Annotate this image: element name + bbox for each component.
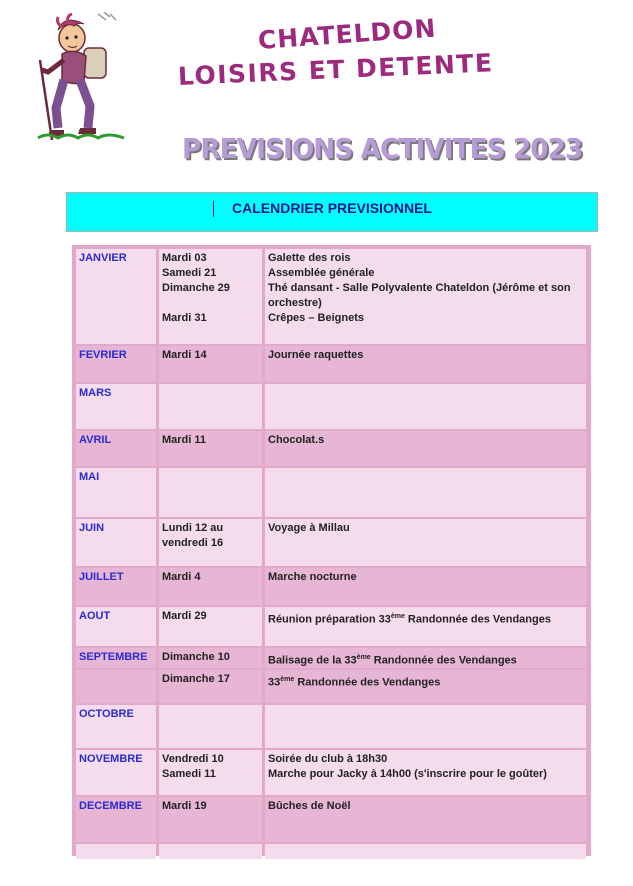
club-name-line1: CHATELDON	[256, 13, 438, 55]
event-cell	[265, 568, 586, 605]
month-label: FEVRIER	[79, 349, 127, 361]
event-text: Balisage de la 33ème Randonnée des Vendanges	[268, 654, 517, 667]
month-cell	[76, 797, 156, 842]
month-cell	[76, 431, 156, 466]
date-cell	[159, 468, 262, 517]
hiker-logo	[28, 12, 128, 142]
date-text: Dimanche 17	[162, 673, 230, 685]
event-text: Bûches de Noël	[268, 800, 351, 812]
month-label: MAI	[79, 471, 100, 483]
month-cell	[76, 384, 156, 429]
event-text: Thé dansant - Salle Polyvalente Chateldon (Jérôme et son	[268, 282, 571, 294]
date-text: Dimanche 29	[162, 282, 230, 294]
event-cell	[265, 468, 586, 517]
event-cell	[265, 249, 586, 344]
club-name-line2: LOISIRS ET DETENTE	[177, 48, 495, 91]
month-cell	[76, 750, 156, 795]
event-text: Marche pour Jacky à 14h00 (s'inscrire pour le goûter)	[268, 768, 547, 780]
month-label: NOVEMBRE	[79, 753, 143, 765]
event-text: Réunion préparation 33ème Randonnée des Vendanges	[268, 613, 551, 626]
event-cell	[265, 750, 586, 795]
date-cell	[159, 797, 262, 842]
event-cell	[265, 648, 586, 668]
date-cell	[159, 844, 262, 859]
month-label: AVRIL	[79, 434, 112, 446]
month-label: JANVIER	[79, 252, 127, 264]
date-text: Mardi 4	[162, 571, 201, 583]
date-text: Dimanche 10	[162, 651, 230, 663]
event-text: Assemblée générale	[268, 267, 375, 279]
event-cell	[265, 431, 586, 466]
month-cell	[76, 705, 156, 748]
ordinal-suffix: ème	[280, 676, 295, 683]
month-cell	[76, 607, 156, 646]
event-text: Marche nocturne	[268, 571, 357, 583]
date-text: Samedi 11	[162, 768, 216, 780]
date-cell	[159, 705, 262, 748]
month-label: DECEMBRE	[79, 800, 142, 812]
month-label: JUIN	[79, 522, 105, 534]
date-cell	[159, 431, 262, 466]
ordinal-suffix: ème	[356, 654, 371, 661]
page-title: PREVISIONS ACTIVITES 2023	[182, 132, 583, 165]
event-cell	[265, 519, 586, 566]
month-cell	[76, 468, 156, 517]
event-cell	[265, 607, 586, 646]
event-cell	[265, 384, 586, 429]
month-cell	[76, 670, 156, 703]
calendar-banner	[66, 192, 598, 232]
event-text: orchestre)	[268, 297, 322, 309]
calendar-banner-label: CALENDRIER PREVISIONNEL	[232, 200, 432, 216]
date-text: Mardi 19	[162, 800, 207, 812]
event-cell	[265, 346, 586, 382]
month-cell	[76, 648, 156, 668]
date-text: Lundi 12 au	[162, 522, 224, 534]
event-text: Galette des rois	[268, 252, 351, 264]
date-cell	[159, 346, 262, 382]
event-text: Voyage à Millau	[268, 522, 350, 534]
event-cell	[265, 705, 586, 748]
month-label: OCTOBRE	[79, 708, 134, 720]
date-cell	[159, 249, 262, 344]
date-text: Mardi 14	[162, 349, 207, 361]
month-label: MARS	[79, 387, 112, 399]
event-text: Journée raquettes	[268, 349, 364, 361]
date-cell	[159, 384, 262, 429]
month-cell	[76, 249, 156, 344]
date-cell	[159, 519, 262, 566]
date-text: Mardi 03	[162, 252, 207, 264]
date-text: vendredi 16	[162, 537, 224, 549]
event-cell	[265, 844, 586, 859]
event-text: 33ème Randonnée des Vendanges	[268, 676, 441, 689]
date-text	[162, 296, 259, 311]
date-cell	[159, 670, 262, 703]
event-text: Chocolat.s	[268, 434, 325, 446]
date-text: Samedi 21	[162, 267, 217, 279]
month-label: AOUT	[79, 610, 111, 622]
calendar-table	[72, 245, 591, 856]
event-text: Soirée du club à 18h30	[268, 753, 388, 765]
month-cell	[76, 844, 156, 859]
month-cell	[76, 568, 156, 605]
month-cell	[76, 519, 156, 566]
date-text: Mardi 11	[162, 434, 207, 446]
month-cell	[76, 346, 156, 382]
date-cell	[159, 568, 262, 605]
date-cell	[159, 750, 262, 795]
event-cell	[265, 797, 586, 842]
event-cell	[265, 670, 586, 703]
month-label: JUILLET	[79, 571, 124, 583]
date-text: Mardi 31	[162, 312, 207, 324]
date-cell	[159, 607, 262, 646]
date-text: Vendredi 10	[162, 753, 224, 765]
date-text: Mardi 29	[162, 610, 207, 622]
ordinal-suffix: ème	[390, 613, 405, 620]
event-text: Crêpes – Beignets	[268, 312, 364, 324]
month-label: SEPTEMBRE	[79, 651, 148, 663]
date-cell	[159, 648, 262, 668]
